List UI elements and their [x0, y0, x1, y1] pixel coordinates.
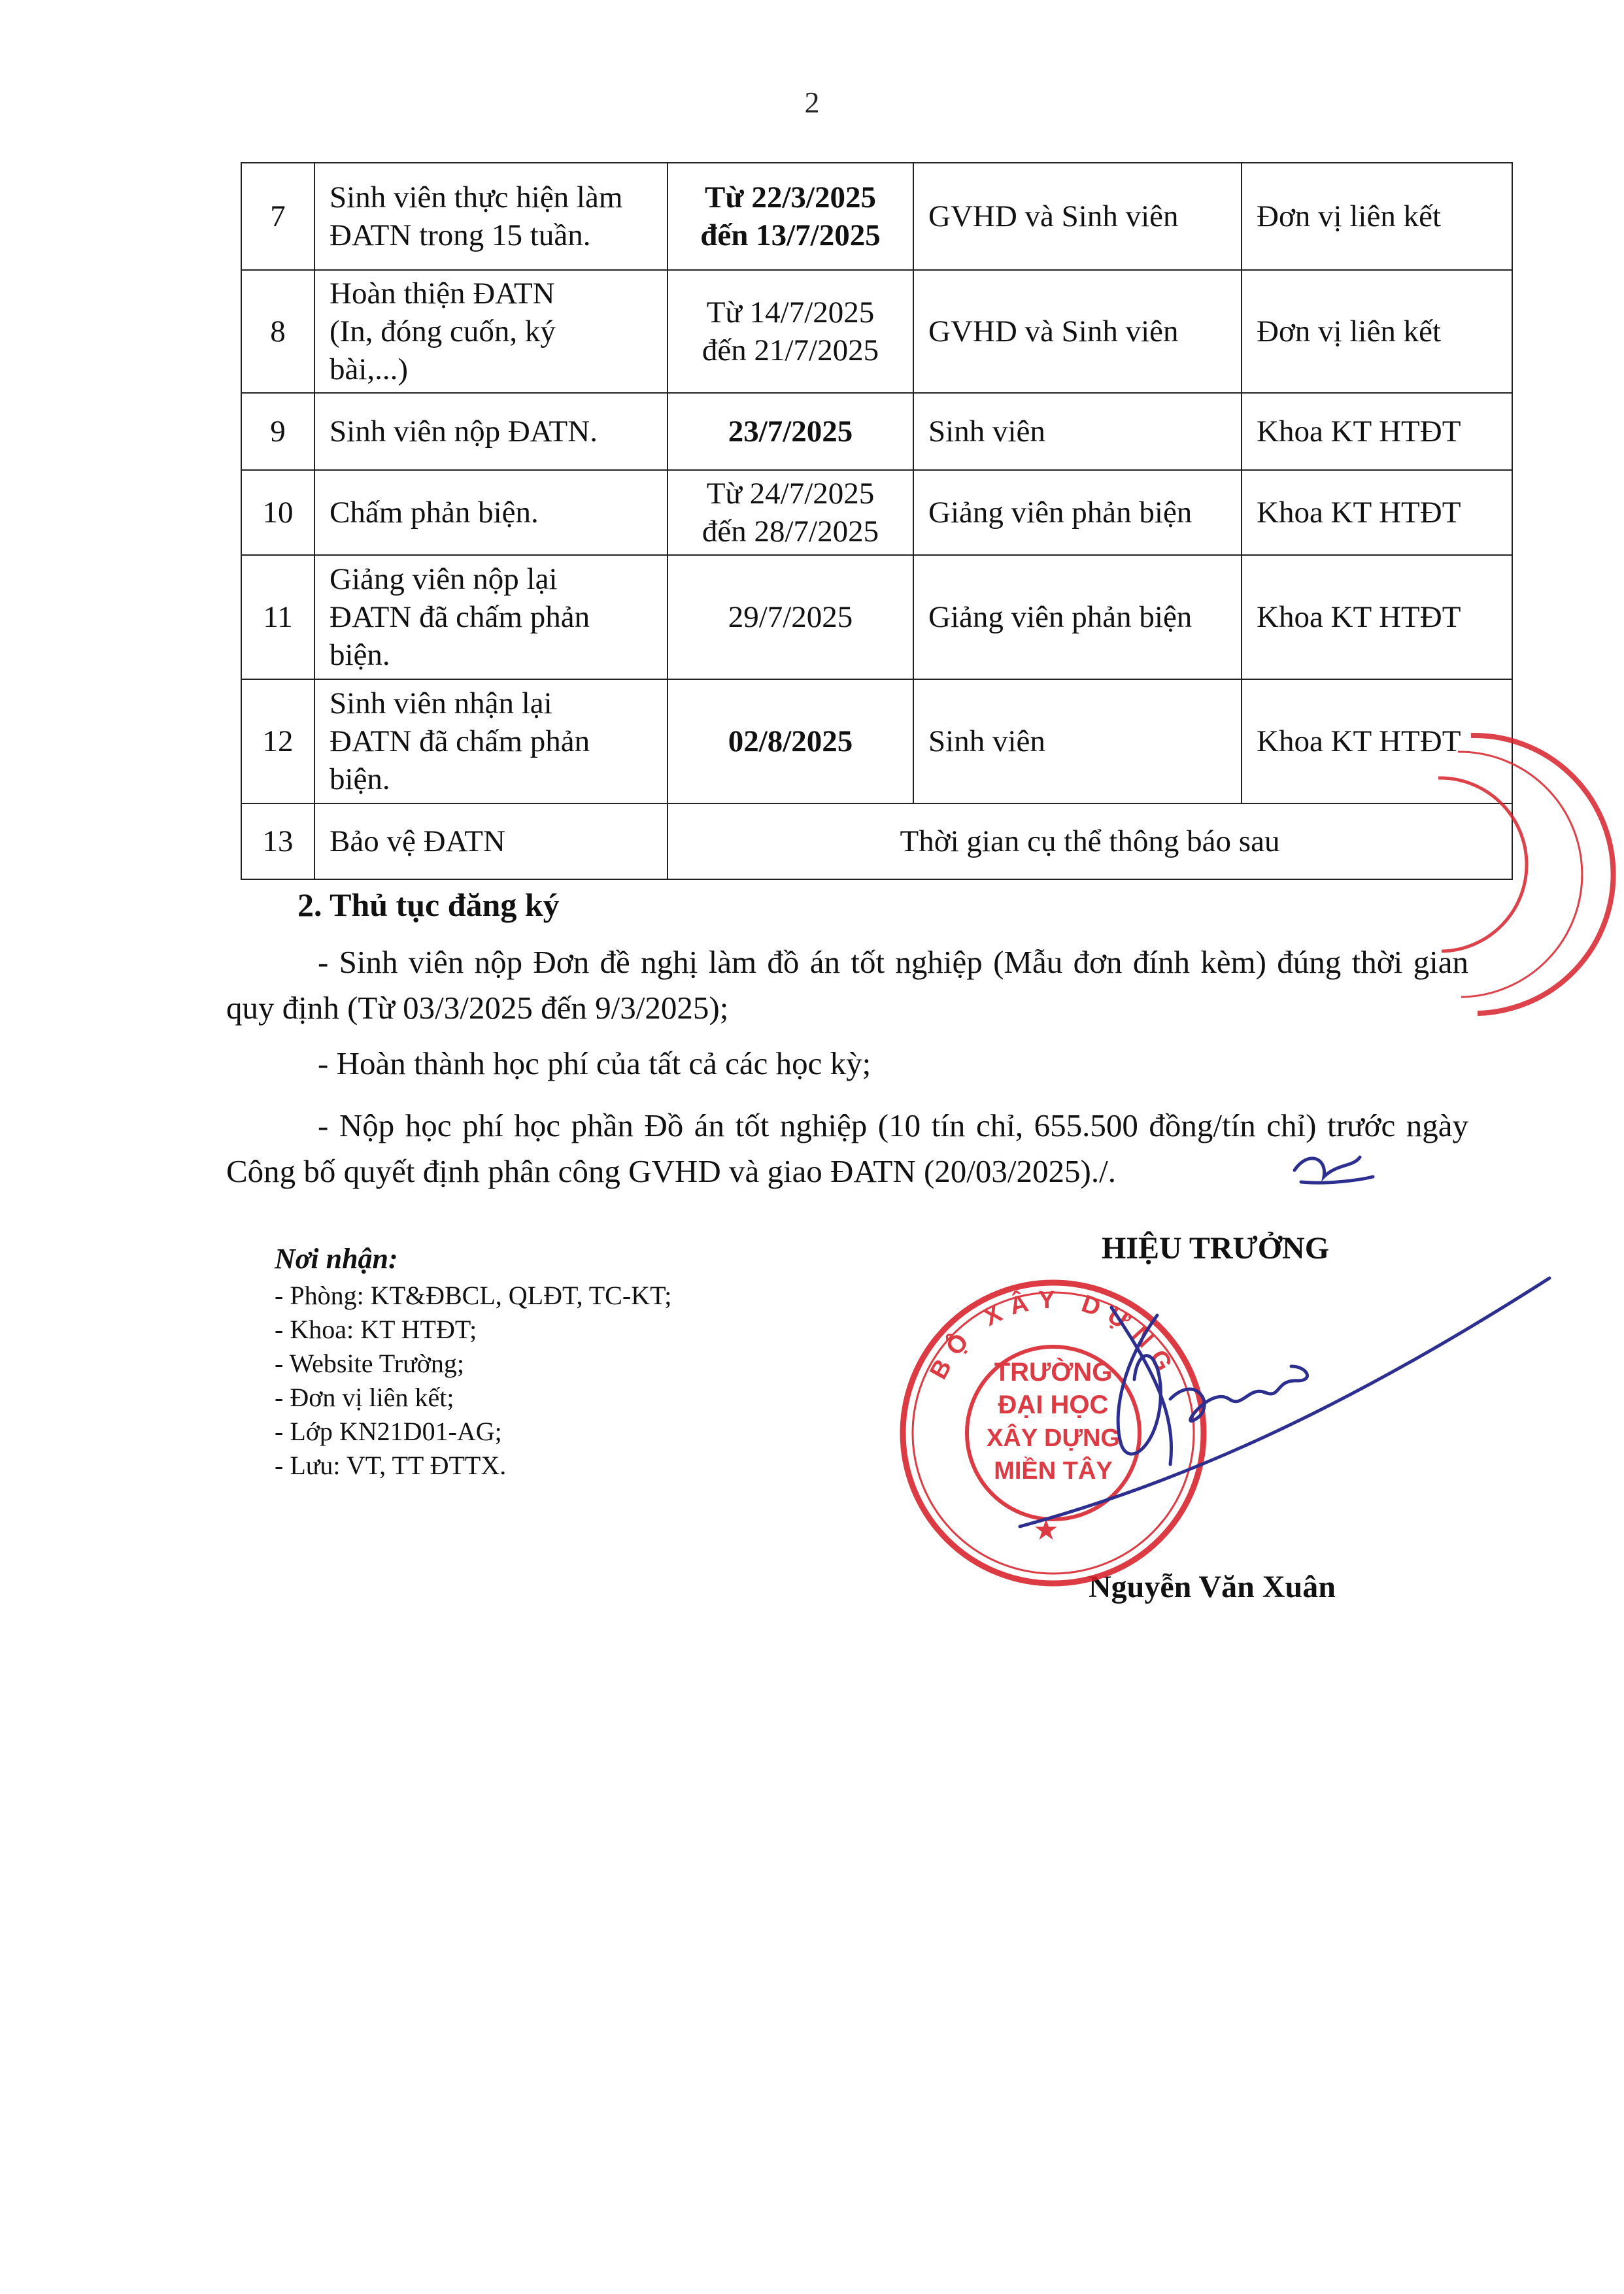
row-responsible: Sinh viên [913, 393, 1242, 470]
task-line: ĐATN đã chấm phản [330, 724, 590, 758]
section-heading: 2. Thủ tục đăng ký [297, 886, 560, 923]
time-line: đến 21/7/2025 [702, 333, 879, 367]
task-line: biện. [330, 638, 390, 672]
time-line: Từ 24/7/2025 [706, 477, 875, 511]
task-line: Sinh viên nộp ĐATN. [330, 414, 598, 448]
row-task: Bảo vệ ĐATN [314, 803, 668, 879]
row-note: Thời gian cụ thể thông báo sau [668, 803, 1512, 879]
row-number: 13 [241, 803, 314, 879]
task-line: Chấm phản biện. [330, 496, 539, 530]
recipient-item: - Lưu: VT, TT ĐTTX. [275, 1451, 507, 1480]
signer-title: HIỆU TRƯỞNG [1102, 1231, 1330, 1266]
row-number: 11 [241, 555, 314, 679]
row-responsible: GVHD và Sinh viên [913, 270, 1242, 393]
row-number: 9 [241, 393, 314, 470]
paragraph-course-fee: - Nộp học phí học phần Đồ án tốt nghiệp (10 tín chỉ, 655.500 đồng/tín chỉ) trước ngày Công bố quyết định phân công GVHD và giao ĐATN (20/03/2025)./. [226, 1107, 1468, 1189]
time-line: đến 13/7/2025 [700, 218, 881, 252]
seal-line-1: TRƯỜNG [994, 1358, 1113, 1387]
task-line: biện. [330, 762, 390, 796]
seal-line-3: XÂY DỰNG [987, 1425, 1120, 1452]
task-line: Hoàn thiện ĐATN [330, 277, 555, 311]
page-number: 2 [804, 86, 820, 119]
partial-seal [1438, 735, 1614, 1013]
seal-line-4: MIỀN TÂY [994, 1457, 1113, 1485]
row-unit: Khoa KT HTĐT [1242, 393, 1512, 470]
task-line: Sinh viên thực hiện làm [330, 180, 623, 214]
recipient-item: - Phòng: KT&ĐBCL, QLĐT, TC-KT; [275, 1281, 672, 1310]
task-line: bài,...) [330, 352, 409, 386]
seal-star-icon: ★ [1033, 1514, 1059, 1546]
recipient-item: - Website Trường; [275, 1349, 465, 1378]
row-unit: Khoa KT HTĐT [1242, 470, 1512, 555]
seal-line-2: ĐẠI HỌC [998, 1391, 1109, 1419]
row-unit: Đơn vị liên kết [1242, 270, 1512, 393]
row-responsible: Sinh viên [913, 679, 1242, 803]
recipient-item: - Khoa: KT HTĐT; [275, 1315, 477, 1344]
task-line: Sinh viên nhận lại [330, 686, 552, 720]
task-line: (In, đóng cuốn, ký [330, 314, 556, 348]
row-number: 7 [241, 163, 314, 270]
seal-ring-text: BỘ XÂY DỰNG [924, 1286, 1182, 1384]
time-line: Từ 14/7/2025 [706, 295, 875, 329]
paragraph-application: - Sinh viên nộp Đơn đề nghị làm đồ án tốt nghiệp (Mẫu đơn đính kèm) đúng thời gian quy định (Từ 03/3/2025 đến 9/3/2025); [226, 944, 1468, 1026]
task-line: Giảng viên nộp lại [330, 562, 558, 596]
time-line: đến 28/7/2025 [702, 514, 879, 548]
row-responsible: Giảng viên phản biện [913, 555, 1242, 679]
time-line: 29/7/2025 [728, 600, 853, 634]
task-line: ĐATN trong 15 tuần. [330, 218, 591, 252]
row-unit: Đơn vị liên kết [1242, 163, 1512, 270]
row-number: 8 [241, 270, 314, 393]
row-responsible: Giảng viên phản biện [913, 470, 1242, 555]
recipient-item: - Lớp KN21D01-AG; [275, 1417, 502, 1446]
time-line: Từ 22/3/2025 [705, 180, 876, 214]
row-responsible: GVHD và Sinh viên [913, 163, 1242, 270]
official-seal [903, 1283, 1204, 1583]
signer-name: Nguyễn Văn Xuân [1089, 1570, 1336, 1604]
paragraph-tuition: - Hoàn thành học phí của tất cả các học kỳ; [318, 1045, 871, 1081]
row-unit: Khoa KT HTĐT [1242, 555, 1512, 679]
recipient-item: - Đơn vị liên kết; [275, 1383, 454, 1412]
row-number: 10 [241, 470, 314, 555]
recipients-title: Nơi nhận: [275, 1243, 398, 1275]
task-line: ĐATN đã chấm phản [330, 600, 590, 634]
row-number: 12 [241, 679, 314, 803]
time-line: 02/8/2025 [728, 724, 853, 758]
row-unit: Khoa KT HTĐT [1242, 679, 1512, 803]
time-line: 23/7/2025 [728, 414, 853, 448]
